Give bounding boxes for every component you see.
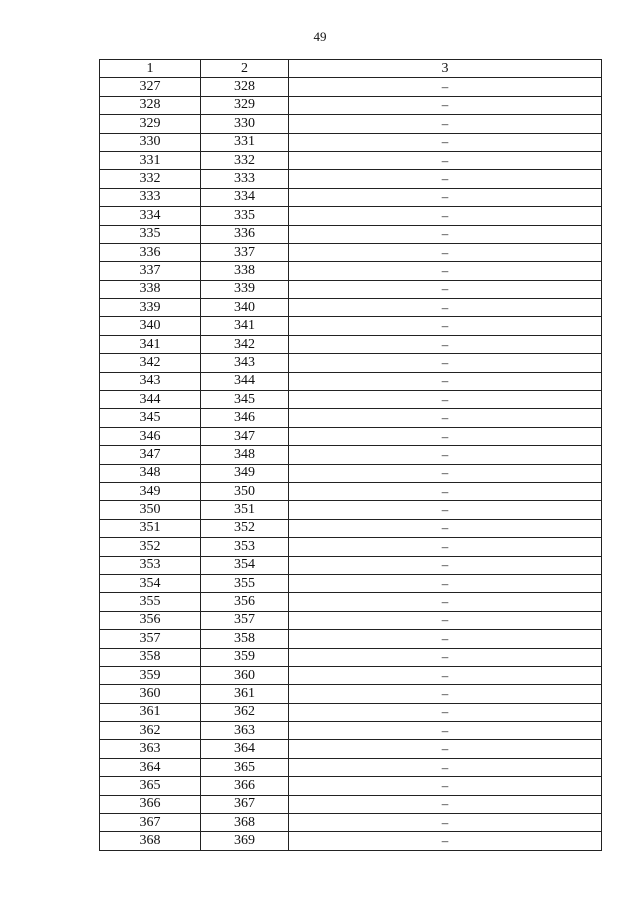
table-cell-col-1: 361 bbox=[100, 703, 201, 721]
table-cell-col-3: – bbox=[289, 703, 602, 721]
table-cell-col-1: 338 bbox=[100, 280, 201, 298]
table-cell-col-3: – bbox=[289, 354, 602, 372]
table-cell-col-2: 368 bbox=[201, 814, 289, 832]
column-header-3: 3 bbox=[289, 60, 602, 78]
table-cell-col-1: 340 bbox=[100, 317, 201, 335]
table-row bbox=[100, 170, 602, 188]
table-cell-col-3: – bbox=[289, 501, 602, 519]
table-row bbox=[100, 391, 602, 409]
table-cell-col-2: 337 bbox=[201, 243, 289, 261]
table-cell-col-1: 348 bbox=[100, 464, 201, 482]
table-cell-col-3: – bbox=[289, 630, 602, 648]
table-cell-col-3: – bbox=[289, 795, 602, 813]
table-row bbox=[100, 556, 602, 574]
table-cell-col-3: – bbox=[289, 648, 602, 666]
table-cell-col-1: 342 bbox=[100, 354, 201, 372]
table-cell-col-3: – bbox=[289, 666, 602, 684]
table-cell-col-2: 351 bbox=[201, 501, 289, 519]
table-cell-col-2: 364 bbox=[201, 740, 289, 758]
table-cell-col-1: 335 bbox=[100, 225, 201, 243]
table-cell-col-1: 365 bbox=[100, 777, 201, 795]
table-cell-col-1: 362 bbox=[100, 722, 201, 740]
table-cell-col-1: 332 bbox=[100, 170, 201, 188]
table-row bbox=[100, 335, 602, 353]
table-cell-col-1: 345 bbox=[100, 409, 201, 427]
table-cell-col-1: 339 bbox=[100, 299, 201, 317]
table-cell-col-3: – bbox=[289, 574, 602, 592]
table-row bbox=[100, 685, 602, 703]
table-cell-col-3: – bbox=[289, 611, 602, 629]
table-cell-col-3: – bbox=[289, 446, 602, 464]
table-cell-col-1: 334 bbox=[100, 207, 201, 225]
table-cell-col-3: – bbox=[289, 740, 602, 758]
table-cell-col-3: – bbox=[289, 115, 602, 133]
table-row bbox=[100, 243, 602, 261]
data-table bbox=[99, 59, 602, 851]
table-row bbox=[100, 703, 602, 721]
table-row bbox=[100, 464, 602, 482]
table-cell-col-1: 363 bbox=[100, 740, 201, 758]
table-row bbox=[100, 538, 602, 556]
table-cell-col-1: 354 bbox=[100, 574, 201, 592]
table-cell-col-2: 354 bbox=[201, 556, 289, 574]
table-cell-col-2: 350 bbox=[201, 482, 289, 500]
table-cell-col-1: 347 bbox=[100, 446, 201, 464]
table-cell-col-1: 336 bbox=[100, 243, 201, 261]
table-cell-col-2: 331 bbox=[201, 133, 289, 151]
table-row bbox=[100, 133, 602, 151]
table-row bbox=[100, 78, 602, 96]
table-cell-col-2: 356 bbox=[201, 593, 289, 611]
table-cell-col-3: – bbox=[289, 133, 602, 151]
table-cell-col-3: – bbox=[289, 722, 602, 740]
table-cell-col-1: 343 bbox=[100, 372, 201, 390]
table-cell-col-1: 359 bbox=[100, 666, 201, 684]
table-cell-col-1: 349 bbox=[100, 482, 201, 500]
table-cell-col-2: 341 bbox=[201, 317, 289, 335]
table-cell-col-1: 341 bbox=[100, 335, 201, 353]
table-cell-col-3: – bbox=[289, 151, 602, 169]
table-cell-col-3: – bbox=[289, 464, 602, 482]
table-cell-col-2: 352 bbox=[201, 519, 289, 537]
table-cell-col-1: 358 bbox=[100, 648, 201, 666]
table-row bbox=[100, 317, 602, 335]
table-cell-col-3: – bbox=[289, 409, 602, 427]
table-cell-col-1: 330 bbox=[100, 133, 201, 151]
table-cell-col-1: 366 bbox=[100, 795, 201, 813]
table-row bbox=[100, 354, 602, 372]
table-cell-col-2: 330 bbox=[201, 115, 289, 133]
table-cell-col-1: 350 bbox=[100, 501, 201, 519]
table-cell-col-1: 351 bbox=[100, 519, 201, 537]
table-row bbox=[100, 482, 602, 500]
table-row bbox=[100, 574, 602, 592]
table-cell-col-3: – bbox=[289, 280, 602, 298]
table-cell-col-3: – bbox=[289, 262, 602, 280]
table-cell-col-2: 332 bbox=[201, 151, 289, 169]
page-number: 49 bbox=[313, 29, 327, 44]
table-cell-col-2: 328 bbox=[201, 78, 289, 96]
table-cell-col-2: 359 bbox=[201, 648, 289, 666]
table-cell-col-2: 343 bbox=[201, 354, 289, 372]
table-cell-col-1: 364 bbox=[100, 758, 201, 776]
table-cell-col-2: 342 bbox=[201, 335, 289, 353]
table-cell-col-2: 367 bbox=[201, 795, 289, 813]
table-cell-col-1: 346 bbox=[100, 427, 201, 445]
table-row bbox=[100, 207, 602, 225]
table-row bbox=[100, 427, 602, 445]
table-row bbox=[100, 722, 602, 740]
table-row bbox=[100, 115, 602, 133]
table-cell-col-3: – bbox=[289, 427, 602, 445]
table-cell-col-3: – bbox=[289, 225, 602, 243]
table-row bbox=[100, 519, 602, 537]
table-cell-col-3: – bbox=[289, 78, 602, 96]
table-cell-col-2: 360 bbox=[201, 666, 289, 684]
table-row bbox=[100, 666, 602, 684]
table-cell-col-1: 327 bbox=[100, 78, 201, 96]
table-cell-col-2: 349 bbox=[201, 464, 289, 482]
table-row bbox=[100, 740, 602, 758]
table-cell-col-3: – bbox=[289, 335, 602, 353]
table-cell-col-2: 338 bbox=[201, 262, 289, 280]
table-cell-col-3: – bbox=[289, 777, 602, 795]
table-cell-col-2: 334 bbox=[201, 188, 289, 206]
table-row bbox=[100, 593, 602, 611]
table-row bbox=[100, 151, 602, 169]
table-row bbox=[100, 262, 602, 280]
table-cell-col-2: 365 bbox=[201, 758, 289, 776]
table-cell-col-2: 363 bbox=[201, 722, 289, 740]
table-cell-col-2: 336 bbox=[201, 225, 289, 243]
table-cell-col-3: – bbox=[289, 758, 602, 776]
table-cell-col-2: 333 bbox=[201, 170, 289, 188]
table-cell-col-3: – bbox=[289, 593, 602, 611]
table-cell-col-2: 344 bbox=[201, 372, 289, 390]
table-cell-col-1: 368 bbox=[100, 832, 201, 850]
table-cell-col-1: 352 bbox=[100, 538, 201, 556]
table-row bbox=[100, 648, 602, 666]
table-row bbox=[100, 225, 602, 243]
table-cell-col-3: – bbox=[289, 519, 602, 537]
table-row bbox=[100, 299, 602, 317]
table-cell-col-1: 337 bbox=[100, 262, 201, 280]
table-cell-col-3: – bbox=[289, 207, 602, 225]
table-cell-col-1: 360 bbox=[100, 685, 201, 703]
column-header-2: 2 bbox=[201, 60, 289, 78]
table-row bbox=[100, 814, 602, 832]
table-row bbox=[100, 409, 602, 427]
table-cell-col-2: 345 bbox=[201, 391, 289, 409]
table-row bbox=[100, 501, 602, 519]
table-cell-col-1: 329 bbox=[100, 115, 201, 133]
table-cell-col-3: – bbox=[289, 556, 602, 574]
table-cell-col-2: 339 bbox=[201, 280, 289, 298]
table-row bbox=[100, 611, 602, 629]
table-cell-col-1: 344 bbox=[100, 391, 201, 409]
table-cell-col-2: 329 bbox=[201, 96, 289, 114]
column-header-1: 1 bbox=[100, 60, 201, 78]
table-cell-col-3: – bbox=[289, 170, 602, 188]
table-row bbox=[100, 777, 602, 795]
table-row bbox=[100, 758, 602, 776]
table-cell-col-2: 347 bbox=[201, 427, 289, 445]
table-cell-col-2: 353 bbox=[201, 538, 289, 556]
table-row bbox=[100, 372, 602, 390]
table-cell-col-2: 361 bbox=[201, 685, 289, 703]
table-body bbox=[100, 78, 602, 850]
table-cell-col-1: 328 bbox=[100, 96, 201, 114]
table-cell-col-3: – bbox=[289, 96, 602, 114]
table-row bbox=[100, 832, 602, 850]
table-cell-col-1: 357 bbox=[100, 630, 201, 648]
table-cell-col-3: – bbox=[289, 538, 602, 556]
table-row bbox=[100, 188, 602, 206]
table-cell-col-2: 362 bbox=[201, 703, 289, 721]
table-header-row bbox=[100, 60, 602, 78]
table-row bbox=[100, 795, 602, 813]
table-cell-col-2: 340 bbox=[201, 299, 289, 317]
table-cell-col-2: 335 bbox=[201, 207, 289, 225]
table-cell-col-2: 357 bbox=[201, 611, 289, 629]
table-cell-col-2: 366 bbox=[201, 777, 289, 795]
table-row bbox=[100, 96, 602, 114]
table-cell-col-2: 355 bbox=[201, 574, 289, 592]
table-cell-col-1: 356 bbox=[100, 611, 201, 629]
table-cell-col-2: 358 bbox=[201, 630, 289, 648]
table-cell-col-1: 367 bbox=[100, 814, 201, 832]
table-cell-col-3: – bbox=[289, 685, 602, 703]
table-row bbox=[100, 446, 602, 464]
table-cell-col-1: 355 bbox=[100, 593, 201, 611]
table-row bbox=[100, 630, 602, 648]
table-cell-col-3: – bbox=[289, 372, 602, 390]
table-cell-col-1: 333 bbox=[100, 188, 201, 206]
table-cell-col-2: 348 bbox=[201, 446, 289, 464]
table-cell-col-3: – bbox=[289, 832, 602, 850]
table-cell-col-3: – bbox=[289, 391, 602, 409]
table-cell-col-1: 353 bbox=[100, 556, 201, 574]
table-cell-col-3: – bbox=[289, 299, 602, 317]
table-cell-col-3: – bbox=[289, 482, 602, 500]
table-cell-col-3: – bbox=[289, 814, 602, 832]
table-cell-col-2: 369 bbox=[201, 832, 289, 850]
table-row bbox=[100, 280, 602, 298]
table-cell-col-3: – bbox=[289, 243, 602, 261]
table-cell-col-1: 331 bbox=[100, 151, 201, 169]
table-cell-col-3: – bbox=[289, 317, 602, 335]
table-cell-col-3: – bbox=[289, 188, 602, 206]
table-cell-col-2: 346 bbox=[201, 409, 289, 427]
